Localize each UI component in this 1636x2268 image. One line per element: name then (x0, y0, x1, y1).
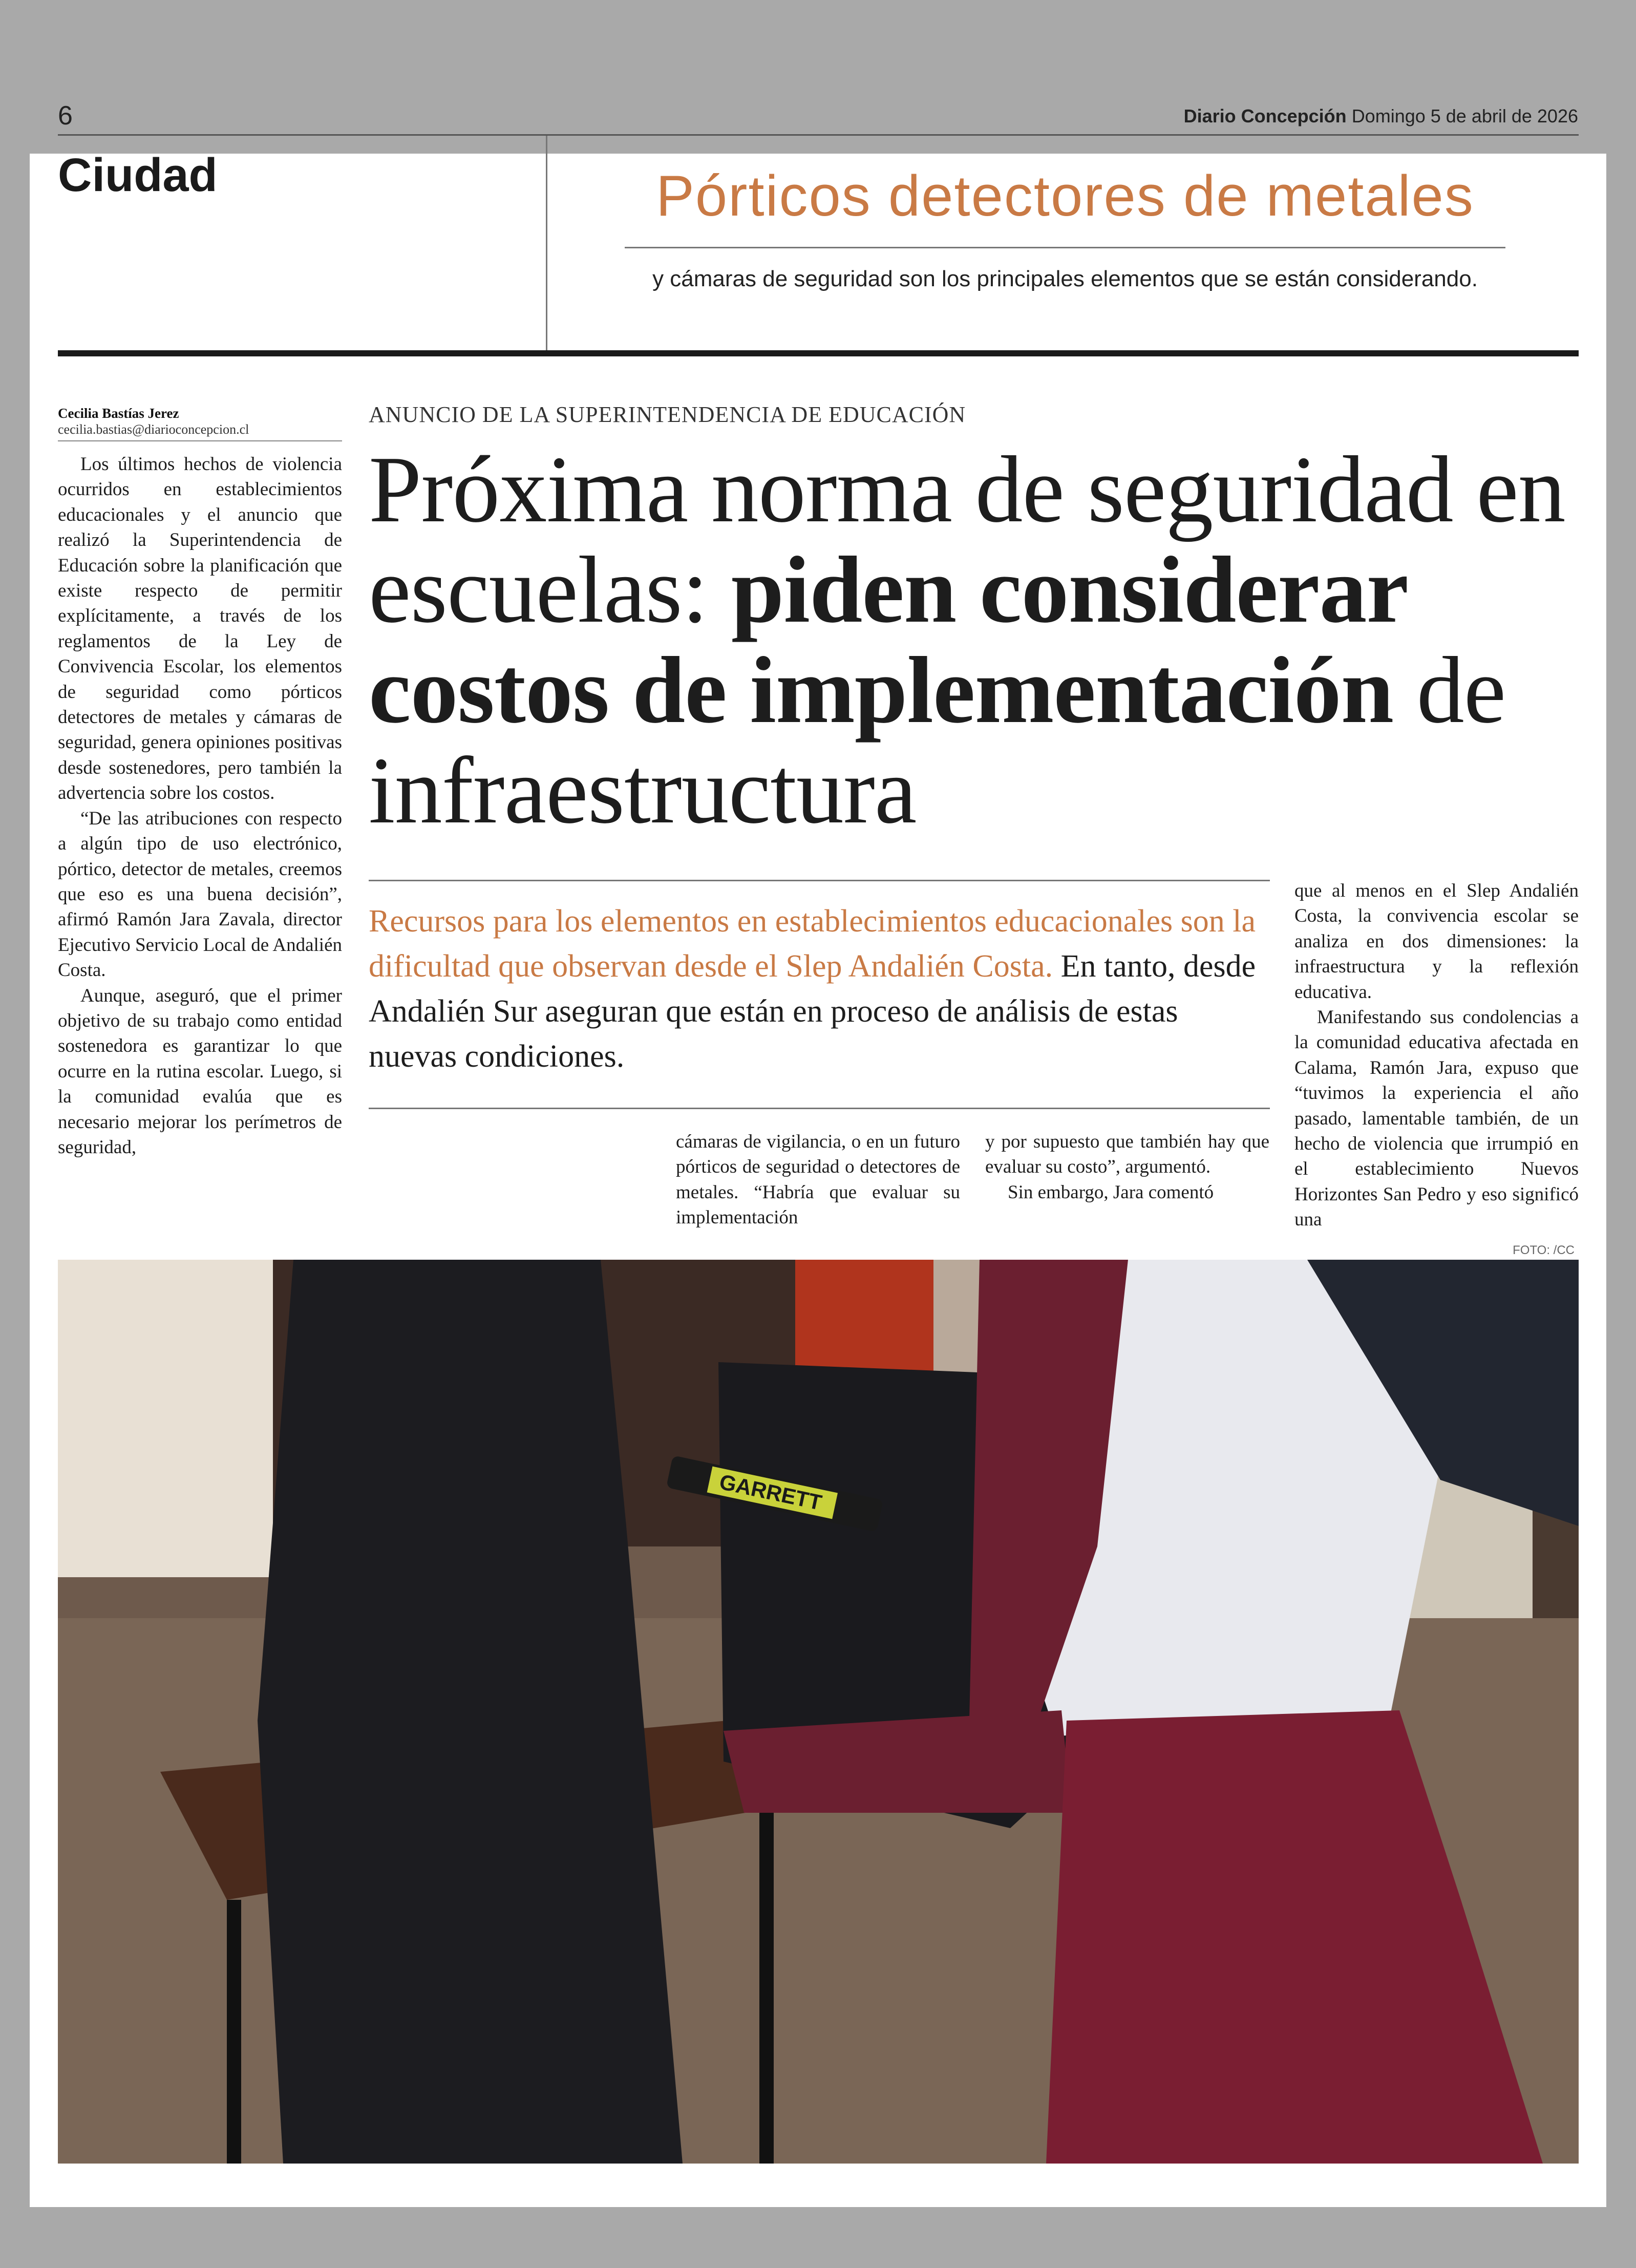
photo-illustration (58, 1260, 1579, 2164)
author-name: Cecilia Bastías Jerez (58, 406, 179, 421)
headline-end: de infraestructura (369, 638, 1506, 843)
paragraph: Aunque, aseguró, que el primer objetivo de su trabajo como entidad sostenedora es garantizar lo que ocurre en la rutina escolar. Luego, si la comunidad evalúa que es necesario mejorar los perímetros de seguridad, (58, 985, 342, 1158)
issue-date: Domingo 5 de abril de 2026 (1351, 105, 1578, 126)
section-label: Ciudad (58, 149, 218, 201)
kicker-title: Pórticos detectores de metales (656, 164, 1474, 228)
body-column-5 (1294, 878, 1579, 1233)
photo-credit: FOTO: /CC (1513, 1243, 1575, 1257)
article-photo (58, 1260, 1579, 2164)
deck-accent: Recursos para los elementos en establecimientos educacionales son la dificultad que observan desde el Slep Andalién Costa. (369, 904, 1256, 984)
masthead (1184, 105, 1578, 127)
deck (369, 899, 1270, 1079)
kicker-rule (625, 247, 1505, 248)
detector-brand: GARRETT (717, 1469, 824, 1515)
paragraph: Sin embargo, Jara comentó (1008, 1181, 1214, 1203)
paragraph: Manifestando sus condolencias a la comunidad educativa afectada en Calama, Ramón Jara, expuso que “tuvimos la experiencia el año pasado, lamentable también, de un hecho de violencia que irrumpió en el establecimiento Nuevos Horizontes San Pedro y eso significó una (1294, 1007, 1579, 1231)
body-column-1 (58, 452, 342, 1160)
paragraph: que al menos en el Slep Andalién Costa, la convivencia escolar se analiza en dos dimensiones: la infraestructura y la reflexión educativa. (1294, 880, 1579, 1003)
byline (58, 405, 342, 441)
headline-bold: piden considerar costos de implementación (369, 537, 1407, 743)
body-column-4 (985, 1129, 1269, 1205)
deck-bottom-rule (369, 1108, 1270, 1109)
paragraph: y por supuesto que también hay que evaluar su costo”, argumentó. (985, 1131, 1269, 1178)
paragraph: Los últimos hechos de violencia ocurridos en establecimientos educacionales y el anuncio que realizó la Superintendencia de Educación sobre la planificación que existe respecto de permitir explícitamente, a través de los reglamentos de la Ley de Convivencia Escolar, los elementos de seguridad como pórticos detectores de metales y cámaras de seguridad, genera opiniones positivas desde sostenedores, pero también la advertencia sobre los costos. (58, 454, 342, 804)
deck-text: En tanto, desde Andalién Sur aseguran que están en proceso de análisis de estas nuevas condiciones. (369, 949, 1256, 1074)
paragraph: cámaras de vigilancia, o en un futuro pórticos de seguridad o detectores de metales. “Habría que evaluar su implementación (676, 1131, 960, 1228)
headline (369, 439, 1577, 841)
deck-top-rule (369, 880, 1270, 881)
headline-light: Próxima norma de seguridad en escuelas: (369, 437, 1565, 643)
newspaper-name: Diario Concepción (1183, 105, 1347, 126)
author-email: cecilia.bastias@diarioconcepcion.cl (58, 422, 249, 437)
byline-rule (58, 440, 342, 441)
page-number: 6 (58, 101, 73, 131)
article-overline: ANUNCIO DE LA SUPERINTENDENCIA DE EDUCACIÓN (369, 402, 966, 427)
section-thick-rule (58, 350, 1579, 356)
header-divider (546, 136, 547, 351)
body-column-3 (676, 1129, 960, 1231)
paragraph: “De las atribuciones con respecto a algún tipo de uso electrónico, pórtico, detector de metales, creemos que eso es una buena decisión”, afirmó Ramón Jara Zavala, director Ejecutivo Servicio Local de Andalién Costa. (58, 808, 342, 981)
kicker-subtitle: y cámaras de seguridad son los principales elementos que se están considerando. (652, 266, 1478, 291)
header-rule (58, 134, 1579, 136)
